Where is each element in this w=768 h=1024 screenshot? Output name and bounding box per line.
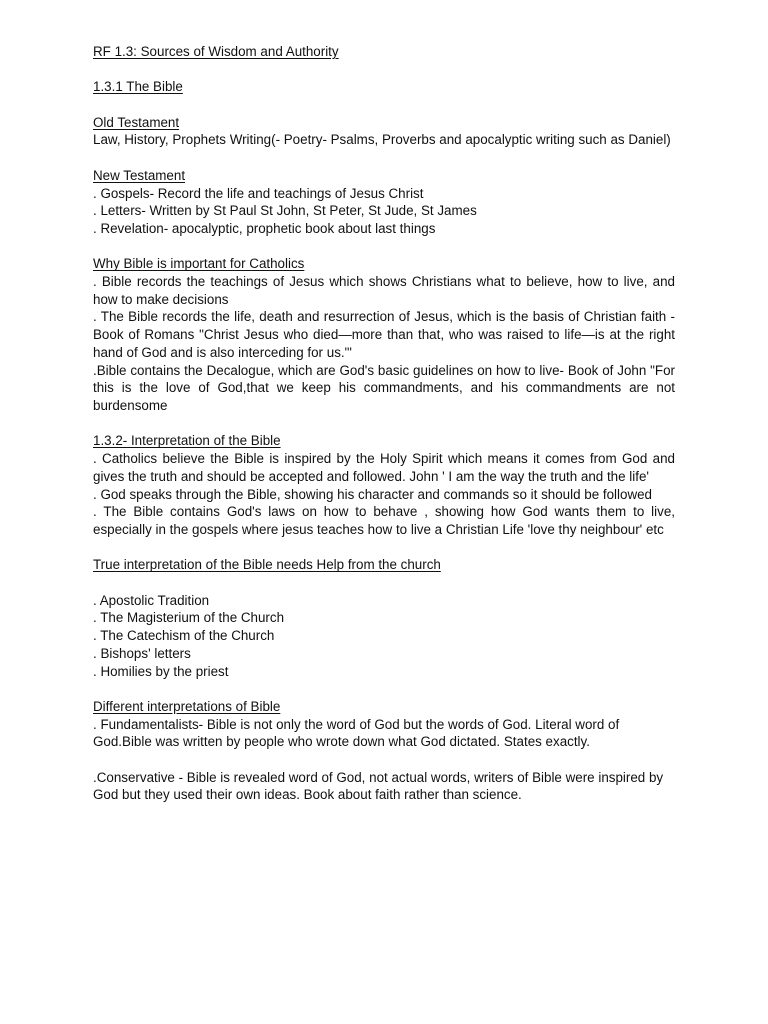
section-heading-interpretation: 1.3.2- Interpretation of the Bible (93, 433, 281, 449)
list-item: . The Catechism of the Church (93, 628, 275, 644)
paragraph: .Bible contains the Decalogue, which are God's basic guidelines on how to live- Book of John "For this is the love of God,that we keep his commandments, and his commandments are not burdensome (93, 362, 675, 413)
document-title: RF 1.3: Sources of Wisdom and Authority (93, 44, 339, 59)
paragraph: . Catholics believe the Bible is inspired by the Holy Spirit which means it comes from God and gives the truth and should be accepted and followed. John ' I am the way the truth and the life' (93, 451, 675, 484)
list-item: . Homilies by the priest (93, 663, 229, 679)
list-item: . Apostolic Tradition (93, 592, 210, 608)
subheading-old-testament: Old Testament (93, 114, 180, 130)
paragraph: .Conservative - Bible is revealed word of God, not actual words, writers of Bible were inspired by God but they used their own ideas. Book about faith rather than science. (93, 769, 664, 803)
paragraph: . God speaks through the Bible, showing his character and commands so it should be followed (93, 486, 653, 502)
paragraph: . Fundamentalists- Bible is not only the word of God but the words of God. Literal word of God.Bible was written by people who wrote down what God dictated. States exactly. (93, 716, 620, 750)
old-testament-text: Law, History, Prophets Writing(- Poetry- Psalms, Proverbs and apocalyptic writing such as Daniel) (93, 132, 671, 148)
list-item: . Revelation- apocalyptic, prophetic book about last things (93, 220, 436, 236)
section-heading-bible: 1.3.1 The Bible (93, 79, 183, 95)
paragraph: . The Bible records the life, death and resurrection of Jesus, which is the basis of Christian faith - Book of Romans "Christ Jesus who died—more than that, who was raised to life—is at the right hand of God and is also interceding for us."' (93, 309, 675, 360)
paragraph: . The Bible contains God's laws on how to behave , showing how God wants them to live, especially in the gospels where jesus teaches how to live a Christian Life 'love thy neighbour' etc (93, 504, 675, 537)
subheading-new-testament: New Testament (93, 167, 186, 183)
list-item: . Bishops' letters (93, 645, 191, 661)
list-item: . The Magisterium of the Church (93, 610, 285, 626)
paragraph: . Bible records the teachings of Jesus which shows Christians what to believe, how to live, and how to make decisions (93, 274, 675, 307)
document-page (93, 43, 675, 804)
list-item: . Letters- Written by St Paul St John, St Peter, St Jude, St James (93, 203, 477, 219)
subheading-why-bible-important: Why Bible is important for Catholics (93, 256, 305, 272)
subheading-different-interpretations: Different interpretations of Bible (93, 698, 281, 714)
list-item: . Gospels- Record the life and teachings of Jesus Christ (93, 185, 424, 201)
subheading-church-help: True interpretation of the Bible needs Help from the church (93, 557, 441, 573)
